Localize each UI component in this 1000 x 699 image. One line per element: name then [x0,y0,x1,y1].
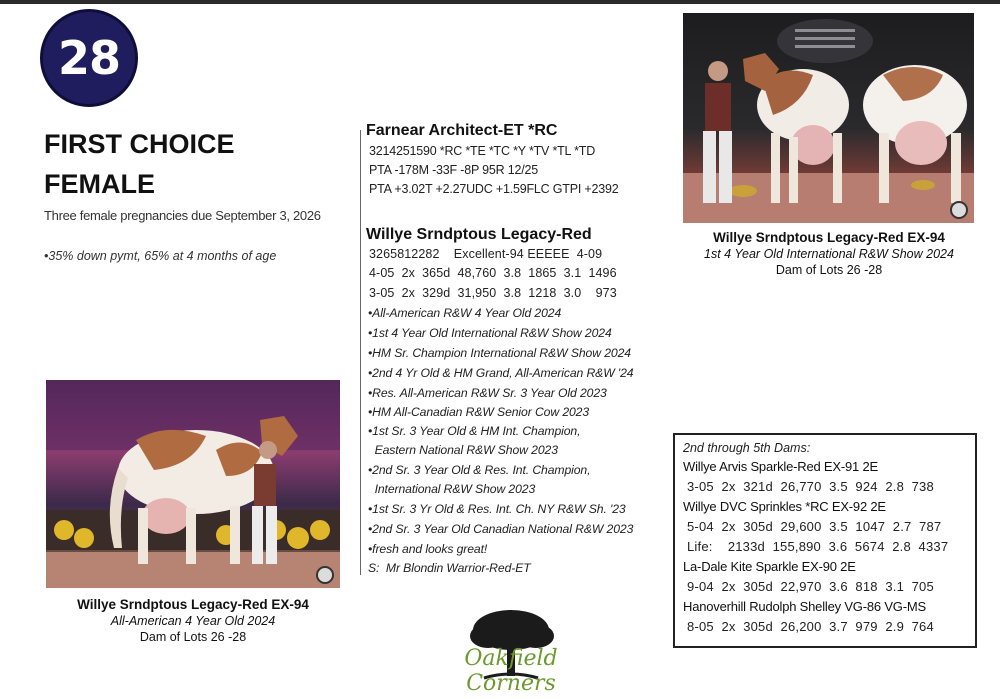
headline-line-2: FEMALE [44,169,155,199]
dams-heading: 2nd through 5th Dams: [683,441,811,455]
dam-entry-name: Willye Arvis Sparkle-Red EX-91 2E [683,459,878,474]
lot-number: 28 [57,31,120,85]
caption-bottom-dam-of: Dam of Lots 26 -28 [139,630,247,644]
sire-name: Farnear Architect-ET *RC [366,122,558,139]
sire-pta-type-line: PTA +3.02T +2.27UDC +1.59FLC GTPI +2392 [369,182,619,196]
achievement-item: •HM All-Canadian R&W Senior Cow 2023 [368,405,590,419]
dam-sire-line: S: Mr Blondin Warrior-Red-ET [368,561,531,575]
watermark-seal-icon [316,566,334,584]
achievement-item: International R&W Show 2023 [368,482,536,496]
caption-bottom-subtitle: All-American 4 Year Old 2024 [110,614,276,628]
dam-record-line: 3-05 2x 329d 31,950 3.8 1218 3.0 973 [369,286,617,300]
sire-pta-line: PTA -178M -33F -8P 95R 12/25 [369,163,539,177]
cow-photo-top-image [683,13,974,223]
cow-photo-bottom [46,380,340,588]
achievement-item: •All-American R&W 4 Year Old 2024 [368,306,562,320]
achievement-item: •1st 4 Year Old International R&W Show 2024 [368,326,612,340]
caption-top [681,230,977,277]
dams-pedigree-box [673,433,977,648]
pregnancy-note: Three female pregnancies due September 3, 2026 [44,208,321,223]
caption-bottom-title: Willye Srndptous Legacy-Red EX-94 [77,597,309,612]
dam-entry-record: 8-05 2x 305d 26,200 3.7 979 2.9 764 [687,619,934,634]
dam-entry-record: 5-04 2x 305d 29,600 3.5 1047 2.7 787 [687,519,942,534]
cow-photo-bottom-image [46,380,340,588]
column-divider [360,130,361,575]
lot-number-badge [40,9,138,107]
achievement-item: Eastern National R&W Show 2023 [368,443,558,457]
achievement-item: •fresh and looks great! [368,542,488,556]
achievement-item: •1st Sr. 3 Year Old & HM Int. Champion, [368,424,581,438]
caption-top-subtitle: 1st 4 Year Old International R&W Show 2024 [704,247,954,261]
dam-entry-name: Willye DVC Sprinkles *RC EX-92 2E [683,499,886,514]
achievement-item: •Res. All-American R&W Sr. 3 Year Old 2023 [368,386,607,400]
watermark-seal-icon [950,201,968,219]
achievement-item: •HM Sr. Champion International R&W Show 2024 [368,346,631,360]
caption-top-title: Willye Srndptous Legacy-Red EX-94 [713,230,945,245]
achievement-item: •2nd Sr. 3 Year Old Canadian National R&W 2023 [368,522,634,536]
sire-id-line: 3214251590 *RC *TE *TC *Y *TV *TL *TD [369,144,596,158]
achievement-item: •1st Sr. 3 Yr Old & Res. Int. Ch. NY R&W Sh. '23 [368,502,626,516]
dam-entry-name: La-Dale Kite Sparkle EX-90 2E [683,559,856,574]
oakfield-corners-logo [436,608,586,696]
headline-line-1: FIRST CHOICE [44,129,235,159]
dam-record-line: 4-05 2x 365d 48,760 3.8 1865 3.1 1496 [369,266,617,280]
dam-id-line: 3265812282 Excellent-94 EEEEE 4-09 [369,247,603,261]
achievement-item: •2nd 4 Yr Old & HM Grand, All-American R&W '24 [368,366,634,380]
dam-entry-record: 3-05 2x 321d 26,770 3.5 924 2.8 738 [687,479,934,494]
caption-bottom [46,597,340,644]
top-rule [0,0,1000,4]
dam-entry-lifetime: Life: 2133d 155,890 3.6 5674 2.8 4337 [687,539,949,554]
payment-terms: •35% down pymt, 65% at 4 months of age [44,249,277,263]
dam-name: Willye Srndptous Legacy-Red [366,226,592,243]
dam-entry-record: 9-04 2x 305d 22,970 3.6 818 3.1 705 [687,579,934,594]
caption-top-dam-of: Dam of Lots 26 -28 [775,263,883,277]
achievement-item: •2nd Sr. 3 Year Old & Res. Int. Champion, [368,463,591,477]
headline [44,124,344,204]
logo-text: Oakfield Corners [464,646,558,696]
dam-entry-name: Hanoverhill Rudolph Shelley VG-86 VG-MS [683,599,926,614]
cow-photo-top [683,13,974,223]
